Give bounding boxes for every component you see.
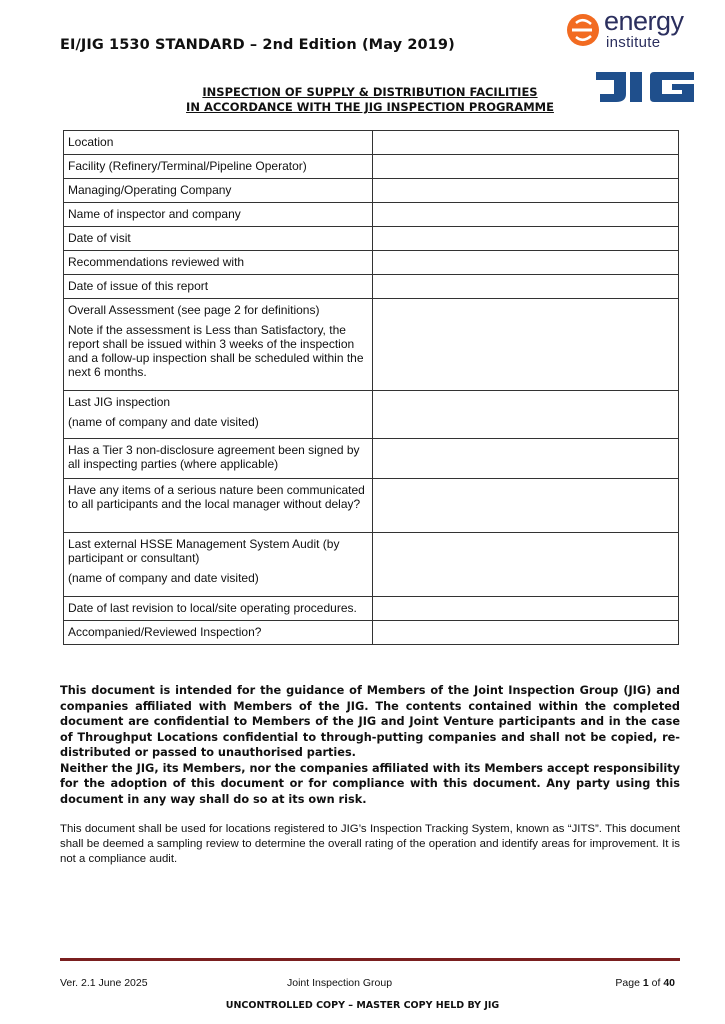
form-row-label — [64, 299, 373, 391]
usage-statement: This document shall be used for locations registered to JIG’s Inspection Tracking System, known as “JITS”. This document shall be deemed a sampling review to determine the overall rating of the operation and identify areas for improvement. It is not a compliance audit. — [60, 823, 680, 865]
form-row — [64, 597, 679, 621]
form-row-label — [64, 533, 373, 597]
form-label-text: Note if the assessment is Less than Satisfactory, the report shall be issued within 3 weeks of the inspection and a follow-up inspection shall be scheduled within the next 6 months. — [68, 323, 364, 379]
uncontrolled-copy-notice: UNCONTROLLED COPY – MASTER COPY HELD BY JIG — [225, 1000, 500, 1011]
form-value-field[interactable] — [373, 131, 679, 155]
form-value-field[interactable] — [373, 621, 679, 645]
form-row-label — [64, 479, 373, 533]
form-value-field[interactable] — [373, 479, 679, 533]
form-row — [64, 275, 679, 299]
subtitle-line-2: IN ACCORDANCE WITH THE JIG INSPECTION PROGRAMME — [186, 100, 554, 114]
form-row-label — [64, 203, 373, 227]
form-value-field[interactable] — [373, 391, 679, 439]
page-prefix: Page — [615, 977, 640, 989]
jig-logo — [596, 60, 696, 104]
form-value-field[interactable] — [373, 227, 679, 251]
notice-paragraph-2: Neither the JIG, its Members, nor the companies affiliated with its Members accept responsibility for the adoption of this document or for compliance with this document. Any party using this document in any way shall do so at its own risk. — [60, 761, 680, 806]
form-row-label — [64, 251, 373, 275]
confidentiality-notice — [60, 683, 680, 807]
form-label-text: (name of company and date visited) — [68, 415, 259, 429]
form-row-label — [64, 597, 373, 621]
form-value-field[interactable] — [373, 439, 679, 479]
logo-word-institute: institute — [606, 34, 661, 51]
footer-group: Joint Inspection Group — [287, 977, 393, 989]
form-row — [64, 299, 679, 391]
form-value-field[interactable] — [373, 251, 679, 275]
form-row — [64, 131, 679, 155]
form-value-field[interactable] — [373, 275, 679, 299]
form-label-text: Has a Tier 3 non-disclosure agreement been signed by all inspecting parties (where applicable) — [68, 443, 360, 471]
energy-institute-mark-icon — [566, 13, 600, 47]
form-label-text: Overall Assessment (see page 2 for definitions) — [68, 303, 320, 317]
form-row-label — [64, 275, 373, 299]
form-label-text: Name of inspector and company — [68, 207, 241, 221]
form-value-field[interactable] — [373, 155, 679, 179]
jig-logo-text: JIG — [596, 60, 598, 61]
logo-word-energy: energy — [604, 6, 684, 36]
form-row-label — [64, 179, 373, 203]
form-row-label — [64, 131, 373, 155]
form-row — [64, 391, 679, 439]
footer-version: Ver. 2.1 June 2025 — [60, 977, 148, 989]
form-row — [64, 155, 679, 179]
form-row — [64, 479, 679, 533]
form-label-text: Managing/Operating Company — [68, 183, 232, 197]
form-row-label — [64, 155, 373, 179]
form-label-text: (name of company and date visited) — [68, 571, 259, 585]
form-label-text: Have any items of a serious nature been communicated to all participants and the local manager without delay? — [68, 483, 365, 511]
form-label-text: Last JIG inspection — [68, 395, 171, 409]
form-value-field[interactable] — [373, 203, 679, 227]
form-label-text: Last external HSSE Management System Audit (by participant or consultant) — [68, 537, 340, 565]
form-row — [64, 251, 679, 275]
form-value-field[interactable] — [373, 533, 679, 597]
footer-divider — [60, 958, 680, 961]
notice-paragraph-1: This document is intended for the guidance of Members of the Joint Inspection Group (JIG) and companies affiliated with Members of the JIG. The contents contained within the completed document are confidential to Members of the JIG and Joint Venture participants and in the case of Throughput Locations confidential to through-putting companies and shall not be copied, re-distributed or passed to unauthorised parties. — [60, 684, 680, 759]
form-value-field[interactable] — [373, 597, 679, 621]
document-title: EI/JIG 1530 STANDARD – 2nd Edition (May 2019) — [60, 37, 455, 53]
form-row-label — [64, 391, 373, 439]
inspection-details-form — [63, 130, 679, 645]
page-total: 40 — [663, 977, 675, 989]
form-row — [64, 439, 679, 479]
form-row-label — [64, 227, 373, 251]
footer-page-number — [615, 977, 675, 989]
form-row — [64, 203, 679, 227]
form-row — [64, 227, 679, 251]
form-row — [64, 621, 679, 645]
form-row — [64, 533, 679, 597]
energy-institute-logo — [566, 6, 716, 51]
form-row — [64, 179, 679, 203]
form-row-label — [64, 621, 373, 645]
form-label-text: Facility (Refinery/Terminal/Pipeline Operator) — [68, 159, 307, 173]
form-value-field[interactable] — [373, 179, 679, 203]
page-current: 1 — [642, 977, 649, 989]
page-of: of — [651, 977, 661, 989]
form-value-field[interactable] — [373, 299, 679, 391]
form-label-text: Date of last revision to local/site operating procedures. — [68, 601, 357, 615]
form-row-label — [64, 439, 373, 479]
form-label-text: Location — [68, 135, 114, 149]
form-label-text: Date of visit — [68, 231, 131, 245]
subtitle-line-1: INSPECTION OF SUPPLY & DISTRIBUTION FACILITIES — [202, 85, 538, 99]
form-label-text: Recommendations reviewed with — [68, 255, 245, 269]
form-label-text: Date of issue of this report — [68, 279, 209, 293]
form-label-text: Accompanied/Reviewed Inspection? — [68, 625, 262, 639]
